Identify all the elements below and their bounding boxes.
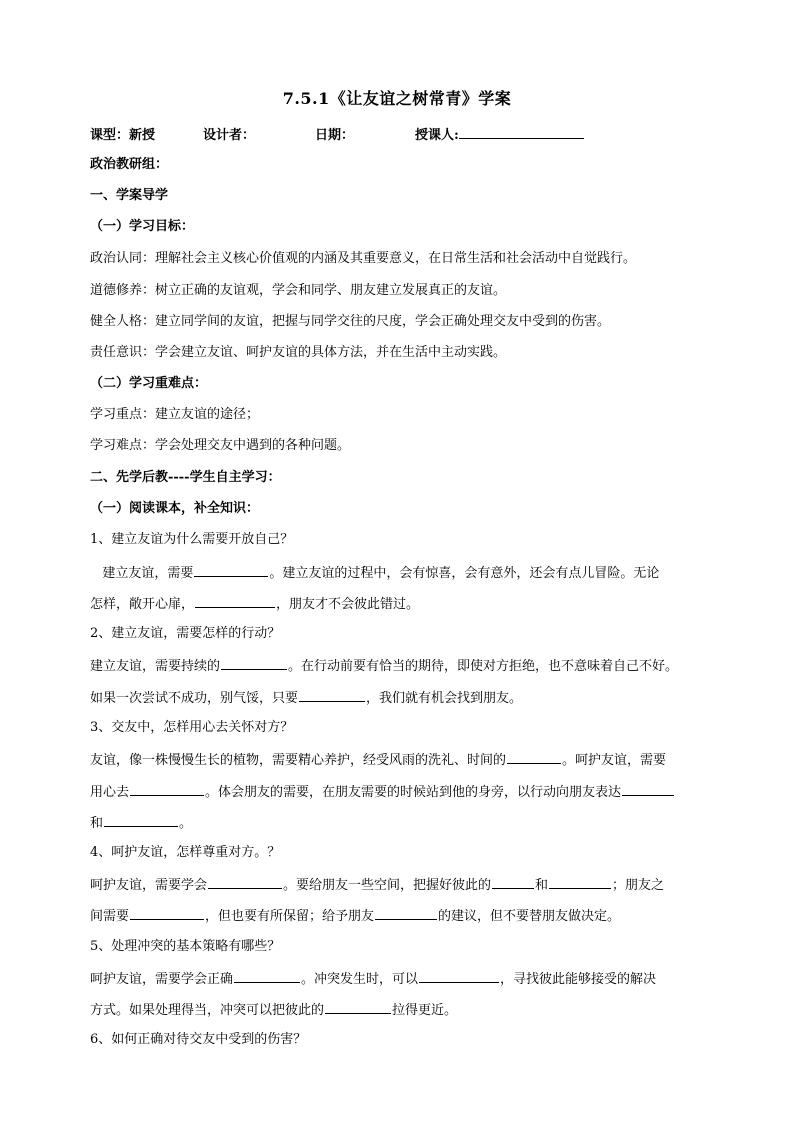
fill-blank[interactable]	[234, 969, 300, 983]
fill-blank[interactable]	[507, 750, 561, 764]
text-fragment: 建立友谊，需要持续的	[90, 659, 221, 674]
question-2-line	[90, 688, 710, 708]
date-label: 日期：	[315, 128, 355, 143]
goal-item: 道德修养：树立正确的友谊观，学会和同学、朋友建立发展真正的友谊。	[90, 283, 507, 298]
question-4-line	[90, 906, 710, 926]
question-3-line	[90, 813, 710, 833]
text-fragment: ；朋友之	[612, 878, 665, 893]
fill-blank[interactable]	[194, 563, 268, 577]
fill-blank[interactable]	[104, 813, 178, 827]
difficult-point: 学习难点：学会处理交友中遇到的各种问题。	[90, 438, 351, 453]
fill-blank[interactable]	[208, 875, 282, 889]
text-fragment: 用心去	[90, 785, 130, 800]
fill-blank[interactable]	[221, 656, 287, 670]
text-fragment: 呵护友谊，需要学会正确	[90, 972, 234, 987]
text-fragment: ，但也要有所保留；给予朋友	[205, 909, 375, 924]
text-fragment: 。体会朋友的需要，在朋友需要的时候站到他的身旁，以行动向朋友表达	[205, 785, 622, 800]
text-fragment: 和	[90, 816, 104, 831]
lesson-meta	[90, 124, 710, 144]
teacher-label-text: 授课人:	[415, 128, 459, 143]
fill-blank[interactable]	[622, 782, 674, 796]
question-2-line	[90, 656, 710, 676]
text-fragment: 。要给朋友一些空间，把握好彼此的	[283, 878, 492, 893]
fill-blank[interactable]	[130, 782, 204, 796]
fill-blank[interactable]	[419, 969, 499, 983]
text-fragment: 的建议，但不要替朋友做决定。	[438, 909, 621, 924]
teacher-blank[interactable]	[459, 124, 584, 139]
key-point: 学习重点：建立友谊的途径；	[90, 407, 260, 422]
goal-item: 责任意识：学会建立友谊、呵护友谊的具体方法，并在生活中主动实践。	[90, 345, 507, 360]
course-type: 课型：新授	[90, 128, 156, 143]
question-3-line	[90, 750, 710, 770]
teacher-label	[415, 124, 459, 143]
text-fragment: 友谊，像一株慢慢生长的植物，需要精心养护，经受风雨的洗礼、时间的	[90, 753, 507, 768]
text-fragment: ，寻找彼此能够接受的解决	[500, 972, 657, 987]
question-3-line	[90, 782, 710, 802]
question-1-line	[90, 563, 710, 583]
text-fragment: 间需要	[90, 909, 130, 924]
question-4-title: 4、呵护友谊，怎样尊重对方。？	[90, 845, 281, 860]
question-1-title: 1、建立友谊为什么需要开放自己？	[90, 532, 294, 547]
designer-label: 设计者：	[203, 128, 256, 143]
goal-item: 政治认同：理解社会主义核心价值观的内涵及其重要意义，在日常生活和社会活动中自觉践行。	[90, 251, 637, 266]
fill-blank[interactable]	[195, 594, 275, 608]
text-fragment: 。在行动前要有恰当的期待，即使对方拒绝，也不意味着自己不好。	[288, 659, 679, 674]
section-heading-2: 二、先学后教----学生自主学习：	[90, 470, 281, 485]
text-fragment: 方式。如果处理得当，冲突可以把彼此的	[90, 1003, 325, 1018]
subsection-key-points: （二）学习重难点：	[90, 376, 208, 391]
question-1-line	[90, 594, 710, 614]
section-heading-1: 一、学案导学	[90, 188, 169, 203]
text-fragment: 怎样，敞开心扉，	[90, 597, 195, 612]
text-fragment: 和	[535, 878, 549, 893]
fill-blank[interactable]	[549, 875, 611, 889]
question-4-line	[90, 875, 710, 895]
text-fragment: ，我们就有机会找到朋友。	[366, 691, 523, 706]
fill-blank[interactable]	[325, 1000, 391, 1014]
document-title: 7.5.1《让友谊之树常青》学案	[282, 89, 512, 108]
question-5-line	[90, 969, 710, 989]
text-fragment: 拉得更近。	[392, 1003, 458, 1018]
question-3-title: 3、交友中，怎样用心去关怀对方？	[90, 720, 294, 735]
question-2-title: 2、建立友谊，需要怎样的行动？	[90, 626, 281, 641]
fill-blank[interactable]	[375, 906, 437, 920]
text-fragment: 。冲突发生时，可以	[301, 972, 419, 987]
question-6-title: 6、如何正确对待交友中受到的伤害？	[90, 1032, 307, 1047]
question-5-title: 5、处理冲突的基本策略有哪些？	[90, 939, 281, 954]
text-fragment: 。建立友谊的过程中，会有惊喜，会有意外，还会有点儿冒险。无论	[269, 566, 660, 581]
subsection-goals: （一）学习目标：	[90, 219, 195, 234]
text-fragment: 建立友谊，需要	[102, 566, 194, 581]
question-5-line	[90, 1000, 710, 1020]
fill-blank[interactable]	[299, 688, 365, 702]
text-fragment: 。呵护友谊，需要	[562, 753, 667, 768]
fill-blank[interactable]	[130, 906, 204, 920]
text-fragment: 如果一次尝试不成功，别气馁，只要	[90, 691, 299, 706]
text-fragment: 呵护友谊，需要学会	[90, 878, 208, 893]
fill-blank[interactable]	[492, 875, 534, 889]
subsection-reading: （一）阅读课本，补全知识：	[90, 501, 260, 516]
group-label: 政治教研组：	[90, 157, 169, 172]
text-fragment: ，朋友才不会彼此错过。	[276, 597, 420, 612]
goal-item: 健全人格：建立同学间的友谊，把握与同学交往的尺度，学会正确处理交友中受到的伤害。	[90, 314, 611, 329]
text-fragment: 。	[179, 816, 193, 831]
